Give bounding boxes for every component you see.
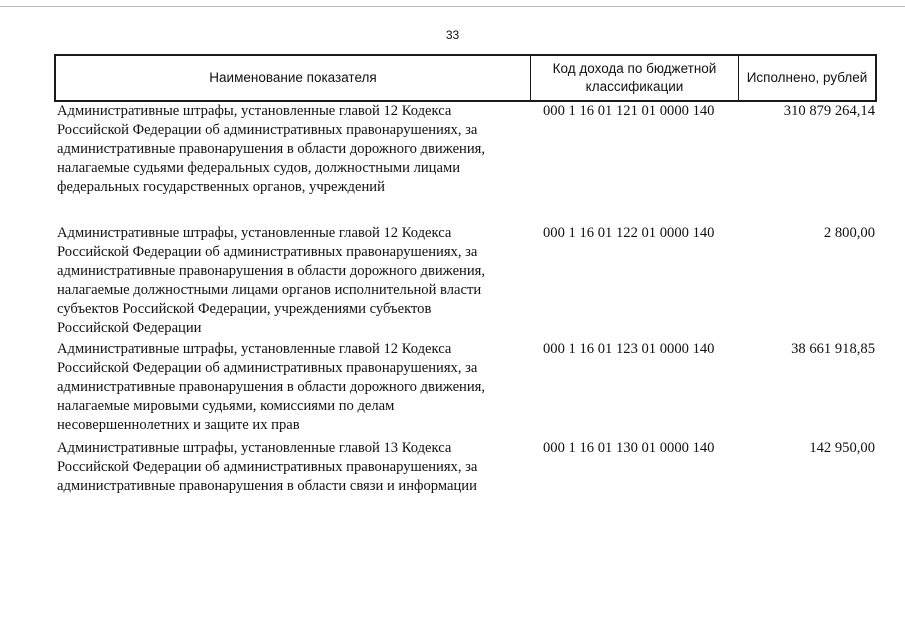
- row-name-line: административные правонарушения в области связи и информации: [57, 478, 477, 494]
- row-name-line: налагаемые мировыми судьями, комиссиями по делам: [57, 398, 395, 414]
- row-name: [57, 224, 527, 338]
- row-name-line: Российской Федерации: [57, 320, 202, 336]
- row-name-line: Административные штрафы, установленные главой 12 Кодекса: [57, 225, 452, 241]
- row-name-line: налагаемые судьями федеральных судов, должностными лицами: [57, 160, 461, 176]
- header-code-line-2: классификации: [585, 79, 684, 94]
- row-name-line: административные правонарушения в области дорожного движения,: [57, 263, 486, 279]
- row-name-line: Российской Федерации об административных правонарушениях, за: [57, 122, 478, 138]
- row-name: [57, 102, 527, 197]
- row-code: 000 1 16 01 130 01 0000 140: [543, 440, 715, 456]
- row-name-line: федеральных государственных органов, учреждений: [57, 179, 385, 195]
- header-amount-column: Исполнено, рублей: [746, 70, 868, 85]
- row-name-line: Российской Федерации об административных правонарушениях, за: [57, 244, 478, 260]
- row-name-line: административные правонарушения в области дорожного движения,: [57, 379, 486, 395]
- table-header: [54, 54, 877, 102]
- row-name-line: несовершеннолетних и защите их прав: [57, 417, 300, 433]
- row-amount: 2 800,00: [823, 225, 875, 241]
- row-code: 000 1 16 01 122 01 0000 140: [543, 225, 715, 241]
- page-number: 33: [445, 28, 460, 42]
- row-name-line: налагаемые должностными лицами органов исполнительной власти: [57, 282, 482, 298]
- header-code-column: [531, 56, 739, 100]
- row-name-line: Административные штрафы, установленные главой 12 Кодекса: [57, 341, 452, 357]
- row-name-line: Административные штрафы, установленные главой 13 Кодекса: [57, 440, 452, 456]
- row-amount: 310 879 264,14: [783, 103, 875, 119]
- row-amount: 142 950,00: [809, 440, 875, 456]
- header-code-line-1: Код дохода по бюджетной: [552, 61, 717, 76]
- row-name-line: Административные штрафы, установленные главой 12 Кодекса: [57, 103, 452, 119]
- row-name-line: субъектов Российской Федерации, учреждениями субъектов: [57, 301, 432, 317]
- row-name-line: административные правонарушения в области дорожного движения,: [57, 141, 486, 157]
- row-name-line: Российской Федерации об административных правонарушениях, за: [57, 459, 478, 475]
- row-name: [57, 439, 527, 496]
- header-name-column: Наименование показателя: [56, 56, 531, 100]
- row-name-line: Российской Федерации об административных правонарушениях, за: [57, 360, 478, 376]
- row-amount: 38 661 918,85: [791, 341, 875, 357]
- row-code: 000 1 16 01 121 01 0000 140: [543, 103, 715, 119]
- top-edge-line: [0, 6, 905, 7]
- row-code: 000 1 16 01 123 01 0000 140: [543, 341, 715, 357]
- row-name: [57, 340, 527, 435]
